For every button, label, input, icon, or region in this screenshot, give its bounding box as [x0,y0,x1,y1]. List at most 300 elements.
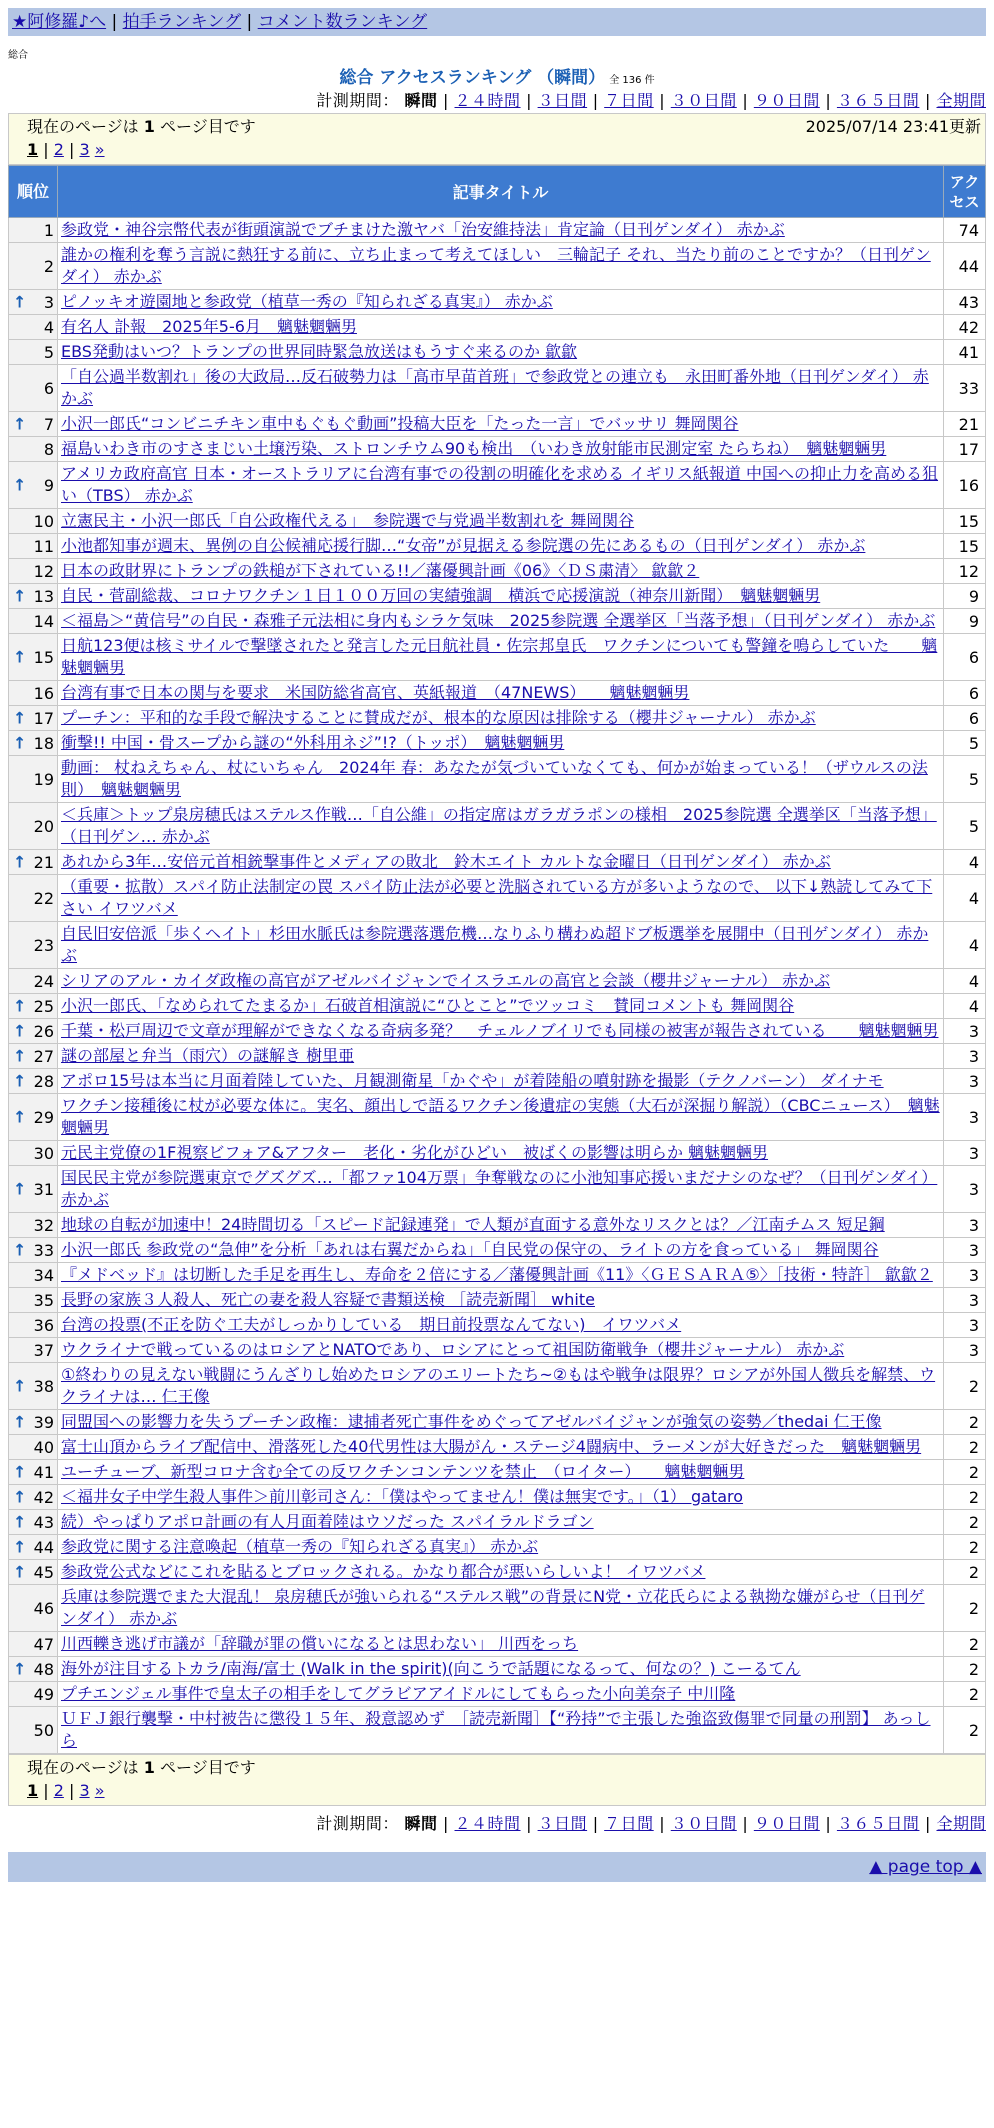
table-row [9,412,986,437]
next-page-link-bottom[interactable]: » [94,1781,105,1800]
table-row [9,1632,986,1657]
table-row [9,875,986,922]
article-link[interactable]: 小沢一郎氏“コンビニチキン車中もぐもぐ動画”投稿大臣を「たった一言」でバッサリ 舞岡関谷 [61,414,739,433]
category-label: 総合 [8,50,28,61]
article-link[interactable]: 小池都知事が週末、異例の自公候補応援行脚…“女帝”が見据える参院選の先にあるもの（日刊ゲンダイ） 赤かぶ [61,536,866,555]
access-count: 41 [944,340,986,365]
rank-number: 43 [33,1512,54,1532]
article-link[interactable]: 地球の自転が加速中！24時間切る「スピード記録連発」で人類が直面する意外なリスクとは？／江南チムス 短足鋼 [61,1215,885,1234]
table-row [9,1560,986,1585]
header-access: アクセス [944,166,986,218]
rank-number: 26 [33,1021,54,1041]
rank-cell [9,315,58,340]
rank-number: 45 [33,1562,54,1582]
access-count: 3 [944,1094,986,1141]
access-count: 33 [944,365,986,412]
home-link[interactable]: ★阿修羅♪へ [12,12,107,32]
article-link[interactable]: 自民・菅副総裁、コロナワクチン１日１００万回の実績強調 横浜で応援演説（神奈川新聞） 魑魅魍魎男 [61,586,821,605]
title-cell [58,969,944,994]
table-row [9,1166,986,1213]
rank-cell [9,1682,58,1707]
rank-number: 8 [43,439,54,459]
article-link[interactable]: 日航123便は核ミサイルで撃墜されたと発言した元日航社員・佐宗邦皇氏 ワクチンについても警鐘を鳴らしていた 魑魅魍魎男 [61,636,938,677]
period-90d-bottom[interactable]: ９０日間 [753,1814,820,1833]
period-selector: 計測期間： 瞬間 | ２４時間 | ３日間 | ７日間 | ３０日間 | ９０日間 | ３６５日間 | 全期間 [316,91,986,110]
up-arrow-icon: ↑ [13,1537,27,1557]
article-link[interactable]: 謎の部屋と弁当（雨穴）の謎解き 樹里亜 [61,1046,355,1065]
rank-number: 42 [33,1487,54,1507]
article-link[interactable]: 誰かの権利を奪う言説に熱狂する前に、立ち止まって考えてほしい 三輪記子 それ、当たり前のことですか？（日刊ゲンダイ） 赤かぶ [61,245,931,286]
rank-cell [9,509,58,534]
rank-cell [9,1363,58,1410]
access-count: 2 [944,1632,986,1657]
period-all[interactable]: 全期間 [936,91,986,110]
article-link[interactable]: EBS発動はいつ？トランプの世界同時緊急放送はもうすぐ来るのか 歙歙 [61,342,578,361]
rank-cell [9,850,58,875]
up-arrow-icon: ↑ [13,1659,27,1679]
table-row [9,1094,986,1141]
article-link[interactable]: 参政党・神谷宗幣代表が街頭演説でブチまけた激ヤバ「治安維持法」肯定論（日刊ゲンダイ） 赤かぶ [61,220,785,239]
title-cell [58,1510,944,1535]
current-page-text-bottom: 現在のページは 1 ページ目です [27,1758,256,1777]
table-row [9,365,986,412]
title-cell [58,756,944,803]
rank-cell [9,1460,58,1485]
rank-cell [9,1069,58,1094]
rank-cell [9,609,58,634]
rank-cell [9,243,58,290]
rank-cell [9,340,58,365]
rank-cell [9,1707,58,1754]
rank-number: 29 [33,1107,54,1127]
article-link[interactable]: 国民民主党が参院選東京でグズグズ…「都ファ104万票」争奪戦なのに小池知事応援いまだナシのなぜ？（日刊ゲンダイ） 赤かぶ [61,1168,938,1209]
page-2-link[interactable]: 2 [53,140,64,159]
rank-cell [9,1141,58,1166]
access-count: 3 [944,1238,986,1263]
article-link[interactable]: 小沢一郎氏 参政党の“急伸”を分析「あれは右翼だからね」「自民党の保守の、ライトの方を食っている」 舞岡関谷 [61,1240,879,1259]
access-count: 3 [944,1141,986,1166]
access-count: 2 [944,1560,986,1585]
article-link[interactable]: 長野の家族３人殺人、死亡の妻を殺人容疑で書類送検 ［読売新聞］ white [61,1290,595,1309]
up-arrow-icon: ↑ [13,1487,27,1507]
table-row [9,1019,986,1044]
rank-number: 10 [33,511,54,531]
table-row [9,1682,986,1707]
up-arrow-icon: ↑ [13,1179,27,1199]
period-current: 瞬間 [404,91,438,110]
article-link[interactable]: ＜福井女子中学生殺人事件＞前川彰司さん：「僕はやってません！僕は無実です。」（1） gataro [61,1487,744,1506]
title-cell [58,290,944,315]
article-link[interactable]: 立憲民主・小沢一郎氏「自公政権代える」 参院選で与党過半数割れを 舞岡関谷 [61,511,635,530]
access-count: 2 [944,1657,986,1682]
article-link[interactable]: ワクチン接種後に杖が必要な体に。実名、顔出しで語るワクチン後遺症の実態（大石が深掘り解説）（CBCニュース） 魑魅魍魎男 [61,1096,940,1137]
title-cell [58,559,944,584]
article-link[interactable]: 同盟国への影響力を失うプーチン政権：逮捕者死亡事件をめぐってアゼルバイジャンが強気の姿勢／thedai 仁王像 [61,1412,882,1431]
title-cell [58,1213,944,1238]
table-row [9,1263,986,1288]
up-arrow-icon: ↑ [13,996,27,1016]
access-count: 3 [944,1166,986,1213]
table-row [9,681,986,706]
article-link[interactable]: 兵庫は参院選でまた大混乱！ 泉房穂氏が強いられる“ステルス戦”の背景にN党・立花氏らによる執拗な嫌がらせ（日刊ゲンダイ） 赤かぶ [61,1587,925,1628]
access-count: 15 [944,509,986,534]
table-row [9,994,986,1019]
title-cell [58,803,944,850]
access-count: 17 [944,437,986,462]
title-cell [58,1094,944,1141]
title-cell [58,850,944,875]
up-arrow-icon: ↑ [13,1046,27,1066]
title-cell [58,315,944,340]
article-link[interactable]: 有名人 訃報 2025年5-6月 魑魅魍魎男 [61,317,357,336]
rank-cell [9,1485,58,1510]
rank-number: 50 [33,1720,54,1740]
title-cell [58,218,944,243]
rank-cell [9,1338,58,1363]
table-row [9,584,986,609]
access-count: 4 [944,875,986,922]
up-arrow-icon: ↑ [13,647,27,667]
table-row [9,969,986,994]
access-count: 3 [944,1019,986,1044]
title-cell [58,1166,944,1213]
up-arrow-icon: ↑ [13,1562,27,1582]
rank-cell [9,1044,58,1069]
period-90d[interactable]: ９０日間 [753,91,820,110]
access-count: 4 [944,850,986,875]
article-link[interactable]: プチエンジェル事件で皇太子の相手をしてグラビアアイドルにしてもらった小向美奈子 中川隆 [61,1684,736,1703]
access-count: 74 [944,218,986,243]
article-link[interactable]: 海外が注目するトカラ/南海/富士 (Walk in the spirit)(向こうで話題になるって、何なの？) こーるてん [61,1659,801,1678]
period-365d[interactable]: ３６５日間 [836,91,920,110]
rank-number: 18 [33,733,54,753]
title-cell [58,1707,944,1754]
access-count: 4 [944,969,986,994]
title-cell [58,534,944,559]
article-link[interactable]: ピノッキオ遊園地と参政党（植草一秀の『知られざる真実』） 赤かぶ [61,292,553,311]
title-cell [58,634,944,681]
rank-cell [9,803,58,850]
article-link[interactable]: ＜兵庫＞トップ泉房穂氏はステルス作戦…「自公維」の指定席はガラガラポンの様相 2025参院選 全選挙区「当落予想」（日刊ゲン… 赤かぶ [61,805,937,846]
table-row [9,509,986,534]
period-30d[interactable]: ３０日間 [670,91,737,110]
rank-number: 23 [33,935,54,955]
rank-number: 5 [43,342,54,362]
access-count: 2 [944,1410,986,1435]
article-link[interactable]: シリアのアル・カイダ政権の高官がアゼルバイジャンでイスラエルの高官と会談（櫻井ジャーナル） 赤かぶ [61,971,831,990]
rank-cell [9,1094,58,1141]
article-link[interactable]: 小沢一郎氏、「なめられてたまるか」石破首相演説に“ひとこと”でツッコミ 賛同コメントも 舞岡関谷 [61,996,795,1015]
rank-number: 30 [33,1143,54,1163]
title-cell [58,681,944,706]
rank-number: 47 [33,1634,54,1654]
up-arrow-icon: ↑ [13,292,27,312]
title-cell [58,1044,944,1069]
title-cell [58,1363,944,1410]
article-link[interactable]: あれから3年…安倍元首相銃撃事件とメディアの敗北 鈴木エイト カルトな金曜日（日刊ゲンダイ） 赤かぶ [61,852,831,871]
access-count: 2 [944,1585,986,1632]
article-link[interactable]: アポロ15号は本当に月面着陸していた、月観測衛星「かぐや」が着陸船の噴射跡を撮影（テクノバーン） ダイナモ [61,1071,884,1090]
page-top-link[interactable]: ▲ page top ▲ [869,1857,982,1877]
rank-number: 16 [33,683,54,703]
table-row [9,1657,986,1682]
rank-cell [9,365,58,412]
table-row [9,1585,986,1632]
rank-number: 38 [33,1376,54,1396]
period-all-bottom[interactable]: 全期間 [936,1814,986,1833]
table-row [9,1213,986,1238]
access-count: 9 [944,609,986,634]
period-24h[interactable]: ２４時間 [454,91,521,110]
table-row [9,559,986,584]
access-count: 5 [944,756,986,803]
access-count: 16 [944,462,986,509]
page-2-link-bottom[interactable]: 2 [53,1781,64,1800]
period-selector-bottom: 計測期間： 瞬間 | ２４時間 | ３日間 | ７日間 | ３０日間 | ９０日間 | ３６５日間 | 全期間 [316,1814,986,1833]
period-label: 計測期間： [316,91,399,110]
table-row [9,731,986,756]
article-link[interactable]: アメリカ政府高官 日本・オーストラリアに台湾有事での役割の明確化を求める イギリス紙報道 中国への抑止力を高める狙い（TBS） 赤かぶ [61,464,939,505]
rank-number: 33 [33,1240,54,1260]
article-link[interactable]: 続）やっぱりアポロ計画の有人月面着陸はウソだった スパイラルドラゴン [61,1512,594,1531]
title-cell [58,1435,944,1460]
title-cell [58,875,944,922]
title-cell [58,1632,944,1657]
title-cell [58,509,944,534]
up-arrow-icon: ↑ [13,1512,27,1532]
article-link[interactable]: 千葉・松戸周辺で文章が理解ができなくなる奇病多発？ チェルノブイリでも同様の被害が報告されている 魑魅魍魎男 [61,1021,939,1040]
article-link[interactable]: 参政党に関する注意喚起（植草一秀の『知られざる真実』） 赤かぶ [61,1537,539,1556]
access-count: 6 [944,706,986,731]
table-row [9,609,986,634]
rank-cell [9,437,58,462]
article-link[interactable]: 参政党公式などにこれを貼るとブロックされる。かなり都合が悪いらしいよ！ イワツバメ [61,1562,706,1581]
rank-cell [9,1410,58,1435]
period-3d[interactable]: ３日間 [537,91,588,110]
access-count: 15 [944,534,986,559]
table-row [9,922,986,969]
title-cell [58,462,944,509]
period-7d-bottom[interactable]: ７日間 [604,1814,654,1833]
access-count: 2 [944,1485,986,1510]
article-link[interactable]: 衝撃!! 中国・骨スープから謎の“外科用ネジ”!?（トッポ） 魑魅魍魎男 [61,733,565,752]
header-rank: 順位 [9,166,58,218]
article-link[interactable]: 自民旧安倍派「歩くヘイト」杉田水脈氏は参院選落選危機…なりふり構わぬ超ドブ板選挙を展開中（日刊ゲンダイ） 赤かぶ [61,924,929,965]
access-count: 2 [944,1460,986,1485]
period-24h-bottom[interactable]: ２４時間 [454,1814,521,1833]
rank-number: 46 [33,1598,54,1618]
article-link[interactable]: （重要・拡散）スパイ防止法制定の罠 スパイ防止法が必要と洗脳されている方が多いようなので、 以下↓熟読してみて下さい イワツバメ [61,877,933,918]
table-row [9,1485,986,1510]
rank-number: 4 [43,317,54,337]
rank-cell [9,681,58,706]
title-text: 総合 アクセスランキング （瞬間） [339,68,606,88]
title-cell [58,437,944,462]
up-arrow-icon: ↑ [13,1021,27,1041]
rank-number: 25 [33,996,54,1016]
table-row [9,1044,986,1069]
rank-cell [9,1263,58,1288]
access-count: 4 [944,994,986,1019]
access-count: 3 [944,1338,986,1363]
table-row [9,1460,986,1485]
page-3-link-bottom[interactable]: 3 [79,1781,90,1800]
table-row [9,756,986,803]
rank-cell [9,634,58,681]
table-row [9,1510,986,1535]
period-365d-bottom[interactable]: ３６５日間 [836,1814,920,1833]
title-cell [58,1585,944,1632]
up-arrow-icon: ↑ [13,1462,27,1482]
table-row [9,634,986,681]
updated-time: 2025/07/14 23:41更新 [805,117,981,136]
rank-number: 36 [33,1315,54,1335]
title-cell [58,243,944,290]
rank-cell [9,1313,58,1338]
rank-number: 49 [33,1684,54,1704]
title-cell [58,1338,944,1363]
table-row [9,1535,986,1560]
page-title [8,67,986,89]
rank-number: 2 [43,256,54,276]
title-cell [58,1410,944,1435]
rank-number: 21 [33,852,54,872]
article-link[interactable]: ①終わりの見えない戦闘にうんざりし始めたロシアのエリートたち~②もはや戦争は限界？ロシアが外国人徴兵を解禁、ウクライナは… 仁王像 [61,1365,936,1406]
rank-cell [9,756,58,803]
rank-number: 32 [33,1215,54,1235]
rank-cell [9,731,58,756]
footer-bar [8,1852,986,1882]
rank-cell [9,1657,58,1682]
comment-ranking-link[interactable]: コメント数ランキング [257,12,428,32]
access-count: 5 [944,803,986,850]
access-count: 2 [944,1363,986,1410]
rank-cell [9,1510,58,1535]
up-arrow-icon: ↑ [13,475,27,495]
up-arrow-icon: ↑ [13,1412,27,1432]
access-count: 43 [944,290,986,315]
next-page-link[interactable]: » [94,140,105,159]
rank-number: 24 [33,971,54,991]
title-cell [58,1263,944,1288]
up-arrow-icon: ↑ [13,1376,27,1396]
rank-number: 6 [43,378,54,398]
table-row [9,1410,986,1435]
rank-cell [9,706,58,731]
article-link[interactable]: ＜福島＞“黄信号”の自民・森雅子元法相に身内もシラケ気味 2025参院選 全選挙区「当落予想」（日刊ゲンダイ） 赤かぶ [61,611,936,630]
article-link[interactable]: 「自公過半数割れ」後の大政局…反石破勢力は「高市早苗首班」で参政党との連立も 永田町番外地（日刊ゲンダイ） 赤かぶ [61,367,929,408]
rank-cell [9,559,58,584]
table-row [9,437,986,462]
access-count: 9 [944,584,986,609]
article-link[interactable]: 福島いわき市のすさまじい土壌汚染、ストロンチウム90も検出 （いわき放射能市民測定室 たらちね） 魑魅魍魎男 [61,439,887,458]
rank-cell [9,218,58,243]
rank-cell [9,922,58,969]
article-link[interactable]: 『メドベッド』は切断した手足を再生し、寿命を２倍にする／藩優興計画《11》〈ＧＥＳＡＲＡ⑤〉［技術・特許］ 歙歙２ [61,1265,933,1284]
title-cell [58,365,944,412]
access-count: 21 [944,412,986,437]
title-cell [58,1288,944,1313]
rank-number: 12 [33,561,54,581]
table-row [9,1363,986,1410]
access-count: 4 [944,922,986,969]
page-3-link[interactable]: 3 [79,140,90,159]
rank-cell [9,1560,58,1585]
article-link[interactable]: プーチン：平和的な手段で解決することに賛成だが、根本的な原因は排除する（櫻井ジャーナル） 赤かぶ [61,708,816,727]
rank-number: 7 [43,414,54,434]
table-row [9,803,986,850]
rank-number: 9 [43,475,54,495]
rank-cell [9,534,58,559]
item-count: 全 136 件 [609,75,655,86]
rank-number: 17 [33,708,54,728]
article-link[interactable]: 富士山頂からライブ配信中、滑落死した40代男性は大腸がん・ステージ4闘病中、ラーメンが大好きだった 魑魅魍魎男 [61,1437,922,1456]
rank-cell [9,1535,58,1560]
top-nav-bar: ★阿修羅♪へ | 拍手ランキング | コメント数ランキング [8,8,986,36]
current-page-text: 現在のページは 1 ページ目です [27,117,256,136]
title-cell [58,340,944,365]
title-cell [58,1019,944,1044]
article-link[interactable]: 川西轢き逃げ市議が「辞職が罪の償いになるとは思わない」 川西をっち [61,1634,579,1653]
article-link[interactable]: 動画： 杖ねえちゃん、杖にいちゃん 2024年 春：あなたが気づいていなくても、何かが始まっている！（ザウルスの法則） 魑魅魍魎男 [61,758,928,799]
table-row [9,1435,986,1460]
access-count: 42 [944,315,986,340]
rank-number: 11 [33,536,54,556]
up-arrow-icon: ↑ [13,733,27,753]
rank-number: 15 [33,647,54,667]
access-count: 3 [944,1263,986,1288]
table-row [9,1069,986,1094]
up-arrow-icon: ↑ [13,586,27,606]
applause-ranking-link[interactable]: 拍手ランキング [122,12,242,32]
table-row [9,243,986,290]
rank-number: 35 [33,1290,54,1310]
table-row [9,1288,986,1313]
rank-number: 48 [33,1659,54,1679]
rank-number: 31 [33,1179,54,1199]
title-cell [58,1535,944,1560]
title-cell [58,922,944,969]
article-link[interactable]: 台湾の投票(不正を防ぐ工夫がしっかりしている 期日前投票なんてない) イワツバメ [61,1315,682,1334]
period-30d-bottom[interactable]: ３０日間 [670,1814,737,1833]
rank-cell [9,584,58,609]
title-cell [58,1485,944,1510]
rank-number: 13 [33,586,54,606]
article-link[interactable]: 元民主党僚の1F視察ビフォア&アフター 老化・劣化がひどい 被ばくの影響は明らか 魑魅魍魎男 [61,1143,769,1162]
title-cell [58,1657,944,1682]
title-cell [58,1238,944,1263]
article-link[interactable]: ＵＦＪ銀行襲撃・中村被告に懲役１５年、殺意認めず ［読売新聞］【“矜持”で主張した強盗致傷罪で同量の刑罰】 あっしら [61,1709,931,1750]
rank-cell [9,1585,58,1632]
access-count: 3 [944,1069,986,1094]
title-cell [58,1560,944,1585]
table-row [9,315,986,340]
title-cell [58,609,944,634]
rank-cell [9,1213,58,1238]
article-link[interactable]: 台湾有事で日本の関与を要求 米国防総省高官、英紙報道 （47NEWS） 魑魅魍魎男 [61,683,690,702]
period-3d-bottom[interactable]: ３日間 [537,1814,588,1833]
article-link[interactable]: 日本の政財界にトランプの鉄槌が下されている!!／藩優興計画《06》〈ＤＳ粛清〉 歙歙２ [61,561,700,580]
pagination-top: 現在のページは 1 ページ目です 2025/07/14 23:41更新 1 | 2 | 3 » [8,113,986,165]
article-link[interactable]: ウクライナで戦っているのはロシアとNATOであり、ロシアにとって祖国防衛戦争（櫻井ジャーナル） 赤かぶ [61,1340,845,1359]
period-7d[interactable]: ７日間 [604,91,654,110]
rank-number: 3 [43,292,54,312]
page-1: 1 [27,140,39,159]
rank-number: 20 [33,816,54,836]
title-cell [58,1069,944,1094]
access-count: 2 [944,1535,986,1560]
article-link[interactable]: ユーチューブ、新型コロナ含む全ての反ワクチンコンテンツを禁止 （ロイター） 魑魅魍魎男 [61,1462,745,1481]
